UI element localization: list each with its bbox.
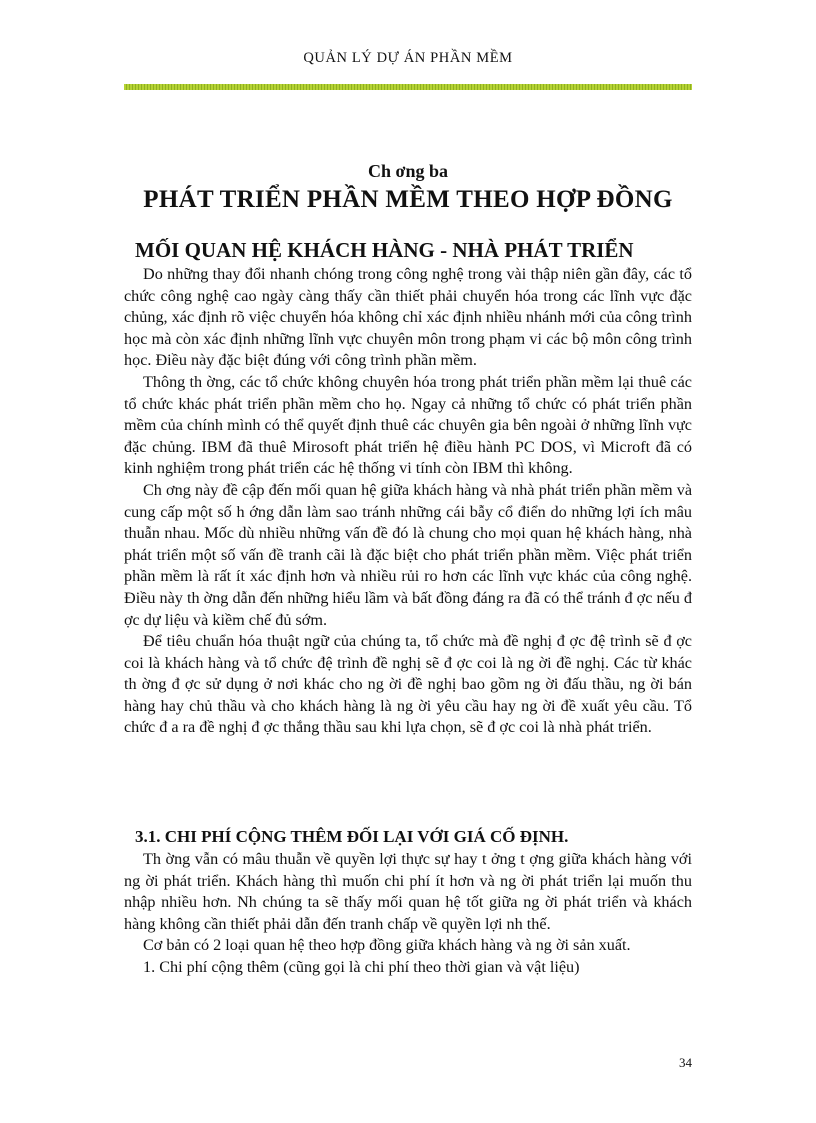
page-number: 34 [679,1055,692,1070]
chapter-label: Ch ơng ba [368,161,448,181]
paragraph: 1. Chi phí cộng thêm (cũng gọi là chi phí theo thời gian và vật liệu) [143,957,580,976]
paragraph: Cơ bản có 2 loại quan hệ theo hợp đồng giữa khách hàng và ng ời sản xuất. [143,936,631,955]
paragraph: Thông th ờng, các tổ chức không chuyên hóa trong phát triển phần mềm lại thuê các tổ chức khác phát triển phần mềm cho họ. Ngay cả những tổ chức có phát triển phần mềm của chính mình có thể quyết định thuê các chuyên gia bên ngoài ở những lĩnh vực đặc chủng. IBM đã thuê Mirosoft phát triển hệ điều hành PC DOS, vì Microft đã có kinh nghiệm trong phát triển các hệ thống vi tính còn IBM thì không. [124,372,692,478]
section-title: MỐI QUAN HỆ KHÁCH HÀNG - NHÀ PHÁT TRIỂN [135,238,634,262]
header-rule [124,84,692,90]
section-relationship [124,236,692,739]
paragraph: Do những thay đổi nhanh chóng trong công nghệ trong vài thập niên gần đây, các tổ chức công nghệ cao ngày càng thấy cần thiết phải chuyển hóa trong các lĩnh vực đặc chủng, xác định rõ việc chuyển hóa không chỉ xác định nhiều nhánh mới của công trình học mà còn xác định những lĩnh vực chuyên môn trong phạm vi các bộ môn công trình học. Điều này đặc biệt đúng với công trình phần mềm. [124,265,692,370]
running-header: QUẢN LÝ DỰ ÁN PHẦN MỀM [303,50,513,66]
paragraph: Th ờng vẫn có mâu thuẫn về quyền lợi thực sự hay t ởng t ợng giữa khách hàng với ng ời phát triển. Khách hàng thì muốn chi phí ít hơn và ng ời phát triển lại muốn thu nhập nhiều hơn. Nh chúng ta sẽ thấy mối quan hệ tốt giữa ng ời phát triển và khách hàng không cần thiết phải dẫn đến tranh chấp về quyền lợi nh thế. [124,850,692,933]
paragraph: Để tiêu chuẩn hóa thuật ngữ của chúng ta, tổ chức mà đề nghị đ ợc đệ trình sẽ đ ợc coi là khách hàng và tổ chức đệ trình đề nghị sẽ đ ợc coi là ng ời đề nghị. Các từ khác th ờng đ ợc sử dụng ở nơi khác cho ng ời đề nghị bao gồm ng ời đấu thầu, ng ời bán hàng hay chủ thầu và cho khách hàng là ng ời yêu cầu hay ng ời đề xuất yêu cầu. Tổ chức đ a ra đề nghị đ ợc thắng thầu sau khi lựa chọn, sẽ đ ợc coi là nhà phát triển. [124,632,692,737]
section-cost-plus [124,825,692,979]
subsection-title: 3.1. CHI PHÍ CỘNG THÊM ĐỐI LẠI VỚI GIÁ CỐ ĐỊNH. [135,827,569,846]
chapter-title: PHÁT TRIỂN PHẦN MỀM THEO HỢP ĐỒNG [143,186,673,213]
paragraph: Ch ơng này đề cập đến mối quan hệ giữa khách hàng và nhà phát triển phần mềm và cung cấp một số h ớng dẫn làm sao tránh những cái bẫy cổ điển do những lợi ích mâu thuẫn nhau. Mốc dù nhiều những vấn đề đó là chung cho mọi quan hệ khách hàng, nhà phát triển một số vấn đề tranh cãi là đặc biệt cho phát triển phần mềm. Việc phát triển phần mềm là rất ít xác định hơn và nhiều rủi ro hơn các lĩnh vực khác của công nghệ. Điều này th ờng dẫn đến những hiểu lầm và bất đồng đáng ra đã có thể tránh đ ợc nếu đ ợc dự liệu và kiềm chế đủ sớm. [124,480,692,629]
